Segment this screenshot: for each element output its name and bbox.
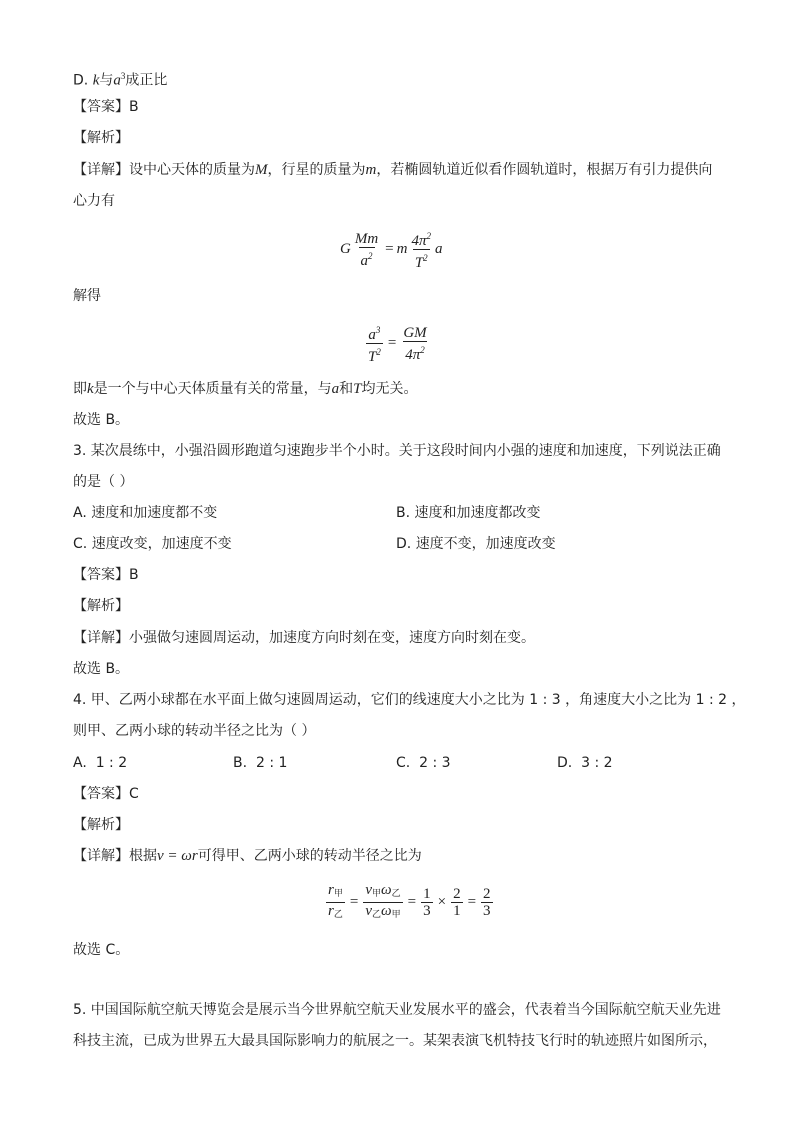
q2-answer: 【答案】B bbox=[73, 99, 139, 115]
q3-analysis-tag: 【解析】 bbox=[73, 598, 129, 614]
q4-option-b: B. 2 : 1 bbox=[233, 755, 288, 771]
q4-choose: 故选 C。 bbox=[73, 942, 130, 958]
q4-option-d: D. 3 : 2 bbox=[557, 755, 613, 771]
q3-choose: 故选 B。 bbox=[73, 661, 130, 677]
q3-stem-line1: 3. 某次晨练中，小强沿圆形跑道匀速跑步半个小时。关于这段时间内小强的速度和加速度，下列说法正确 bbox=[73, 443, 721, 459]
q2-choose: 故选 B。 bbox=[73, 412, 130, 428]
q4-equation: $\frac{r_甲}{r_乙}$ = $\frac{v_甲\omega_乙}{v_乙\omega_甲}$ = $\frac{1}{3}$ × $\frac{2}{1}$ = $\frac{2}{3}$ bbox=[324, 882, 495, 923]
q2-detail-line1: 【详解】设中心天体的质量为M，行星的质量为m，若椭圆轨道近似看作圆轨道时，根据万有引力提供向 bbox=[73, 162, 713, 178]
q4-option-c: C. 2 : 3 bbox=[396, 755, 451, 771]
q4-answer: 【答案】C bbox=[73, 786, 139, 802]
option-label: D. bbox=[73, 72, 89, 89]
q4-option-a: A. 1 : 2 bbox=[73, 755, 128, 771]
q2-analysis-tag: 【解析】 bbox=[73, 130, 129, 146]
q2-equation-2: $\frac{a^3}{T^2}$ = $\frac{GM}{4\pi^2}$ bbox=[368, 324, 427, 365]
q4-stem-line1: 4. 甲、乙两小球都在水平面上做匀速圆周运动，它们的线速度大小之比为 1 : 3 ，角速度大小之比为 1 : 2 ， bbox=[73, 692, 746, 708]
q2-equation-1: G $\frac{Mm}{a^2}$ = m $\frac{4\pi^2}{T^2}$ a bbox=[340, 230, 443, 271]
q3-option-c: C. 速度改变，加速度不变 bbox=[73, 536, 232, 552]
q3-option-b: B. 速度和加速度都改变 bbox=[396, 505, 541, 521]
q4-detail: 【详解】根据v = ωr可得甲、乙两小球的转动半径之比为 bbox=[73, 848, 422, 864]
q2-option-d: D. k与$a^3$成正比 bbox=[73, 71, 168, 89]
q3-stem-line2: 的是（ ） bbox=[73, 474, 134, 490]
q5-stem-line2: 科技主流，已成为世界五大最具国际影响力的航展之一。某架表演飞机特技飞行时的轨迹照片如图所示， bbox=[73, 1033, 717, 1049]
q3-answer: 【答案】B bbox=[73, 567, 139, 583]
q3-detail: 【详解】小强做匀速圆周运动，加速度方向时刻在变，速度方向时刻在变。 bbox=[73, 630, 535, 646]
q4-stem-line2: 则甲、乙两小球的转动半径之比为（ ） bbox=[73, 723, 316, 739]
q5-stem-line1: 5. 中国国际航空航天博览会是展示当今世界航空航天业发展水平的盛会，代表着当今国际航空航天业先进 bbox=[73, 1002, 721, 1018]
q3-option-a: A. 速度和加速度都不变 bbox=[73, 505, 218, 521]
var-k: k bbox=[92, 72, 100, 89]
q4-analysis-tag: 【解析】 bbox=[73, 817, 129, 833]
q2-solve-label: 解得 bbox=[73, 288, 101, 304]
q2-detail-line2: 心力有 bbox=[73, 193, 115, 209]
formula-v-omega-r: v = ωr bbox=[157, 848, 198, 864]
var-a: a bbox=[113, 72, 121, 89]
q3-option-d: D. 速度不变，加速度改变 bbox=[396, 536, 556, 552]
q2-conclusion: 即k是一个与中心天体质量有关的常量，与a和T均无关。 bbox=[73, 381, 418, 397]
